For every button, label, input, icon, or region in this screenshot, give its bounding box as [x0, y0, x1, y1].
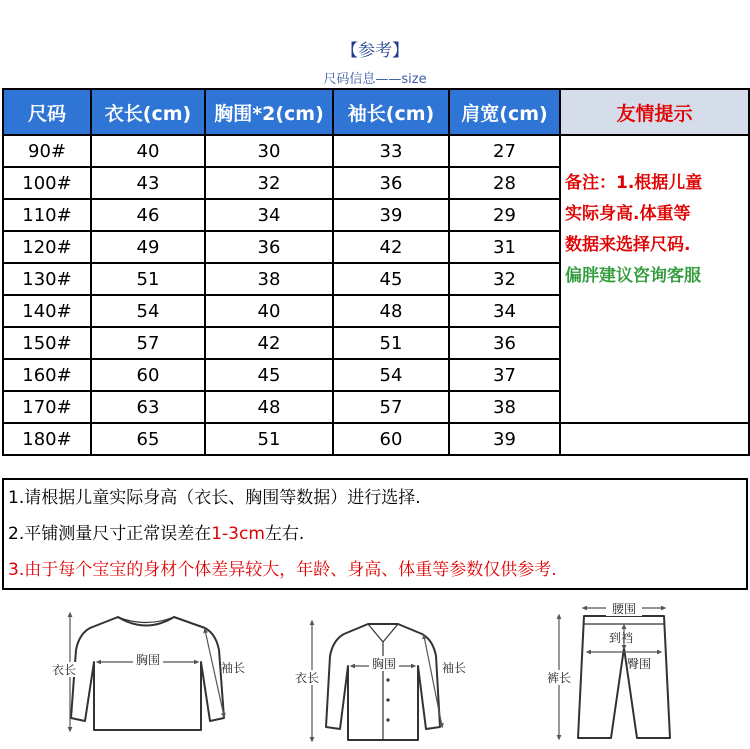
size-cell: 160# [3, 359, 91, 391]
note-line-2-end: 左右. [264, 524, 305, 544]
sleeve-cell: 36 [333, 167, 449, 199]
tip-cell [560, 135, 749, 423]
column-header-size: 尺码 [3, 89, 91, 135]
sleeve-label: 袖长 [221, 661, 246, 675]
length-cell: 60 [91, 359, 205, 391]
chest-cell: 48 [205, 391, 333, 423]
sleeve-cell: 51 [333, 327, 449, 359]
shoulder-cell: 27 [449, 135, 560, 167]
column-header-sleeve: 袖长(cm) [333, 89, 449, 135]
shoulder-cell: 32 [449, 263, 560, 295]
shoulder-cell: 29 [449, 199, 560, 231]
column-header-tip: 友情提示 [560, 89, 749, 135]
note-line-1: 1.请根据儿童实际身高（衣长、胸围等数据）进行选择. [8, 488, 421, 508]
length-cell: 40 [91, 135, 205, 167]
size-cell: 90# [3, 135, 91, 167]
chest-cell: 42 [205, 327, 333, 359]
shoulder-cell: 34 [449, 295, 560, 327]
length-cell: 63 [91, 391, 205, 423]
note-line-2 [4, 516, 746, 552]
tip-line: 偏胖建议咨询客服 [565, 266, 701, 286]
sleeve-cell: 54 [333, 359, 449, 391]
length-cell: 43 [91, 167, 205, 199]
size-table [2, 88, 750, 456]
shoulder-cell: 31 [449, 231, 560, 263]
table-row [3, 423, 749, 455]
chest-label: 胸围 [135, 653, 161, 667]
chest-cell: 30 [205, 135, 333, 167]
column-header-length: 衣长(cm) [91, 89, 205, 135]
sleeve-cell: 42 [333, 231, 449, 263]
sleeve-cell: 48 [333, 295, 449, 327]
pants-diagram [543, 601, 670, 738]
length-label: 衣长 [294, 671, 320, 685]
shoulder-cell: 36 [449, 327, 560, 359]
chest-cell: 40 [205, 295, 333, 327]
length-cell: 57 [91, 327, 205, 359]
sleeve-label: 袖长 [442, 661, 467, 675]
tip-line: 实际身高.体重等 [565, 204, 691, 224]
size-cell: 110# [3, 199, 91, 231]
length-cell: 54 [91, 295, 205, 327]
size-cell: 170# [3, 391, 91, 423]
note-line-2-text: 2.平铺测量尺寸正常误差在 [8, 524, 212, 544]
note-line-3: 3.由于每个宝宝的身材个体差异较大，年龄、身高、体重等参数仅供参考. [8, 560, 557, 580]
size-cell: 150# [3, 327, 91, 359]
size-cell: 120# [3, 231, 91, 263]
hip-label: 臀围 [627, 657, 652, 671]
table-header-row [3, 89, 749, 135]
shoulder-cell: 39 [449, 423, 560, 455]
length-cell: 46 [91, 199, 205, 231]
empty-tip-cell [560, 423, 749, 455]
tip-line: 数据来选择尺码. [565, 235, 691, 255]
length-label: 裤长 [546, 671, 572, 685]
length-cell: 51 [91, 263, 205, 295]
sweater-diagram [51, 614, 245, 730]
column-header-shoulder: 肩宽(cm) [449, 89, 560, 135]
chest-cell: 38 [205, 263, 333, 295]
sleeve-cell: 45 [333, 263, 449, 295]
notes-box [2, 478, 748, 590]
measurement-figures [0, 590, 750, 749]
sleeve-cell: 57 [333, 391, 449, 423]
length-label: 衣长 [51, 663, 77, 677]
size-cell: 100# [3, 167, 91, 199]
column-header-chest: 胸围*2(cm) [205, 89, 333, 135]
chest-cell: 45 [205, 359, 333, 391]
page-title: 【参考】 [341, 41, 409, 61]
chest-cell: 34 [205, 199, 333, 231]
crotch-label: 到裆 [609, 631, 634, 645]
page-subtitle: 尺码信息——size [323, 72, 427, 87]
shoulder-cell: 28 [449, 167, 560, 199]
chest-cell: 36 [205, 231, 333, 263]
size-cell: 180# [3, 423, 91, 455]
note-line-2-range: 1-3cm [211, 524, 265, 544]
size-cell: 130# [3, 263, 91, 295]
sleeve-cell: 39 [333, 199, 449, 231]
chest-cell: 51 [205, 423, 333, 455]
sleeve-cell: 33 [333, 135, 449, 167]
length-cell: 49 [91, 231, 205, 263]
chest-cell: 32 [205, 167, 333, 199]
length-cell: 65 [91, 423, 205, 455]
shoulder-cell: 38 [449, 391, 560, 423]
tip-line: 备注：1.根据儿童 [565, 173, 703, 193]
shoulder-cell: 37 [449, 359, 560, 391]
sleeve-cell: 60 [333, 423, 449, 455]
chest-label: 胸围 [371, 657, 397, 671]
shirt-diagram [292, 622, 466, 740]
size-cell: 140# [3, 295, 91, 327]
waist-label: 腰围 [611, 602, 637, 616]
table-row [3, 135, 749, 167]
